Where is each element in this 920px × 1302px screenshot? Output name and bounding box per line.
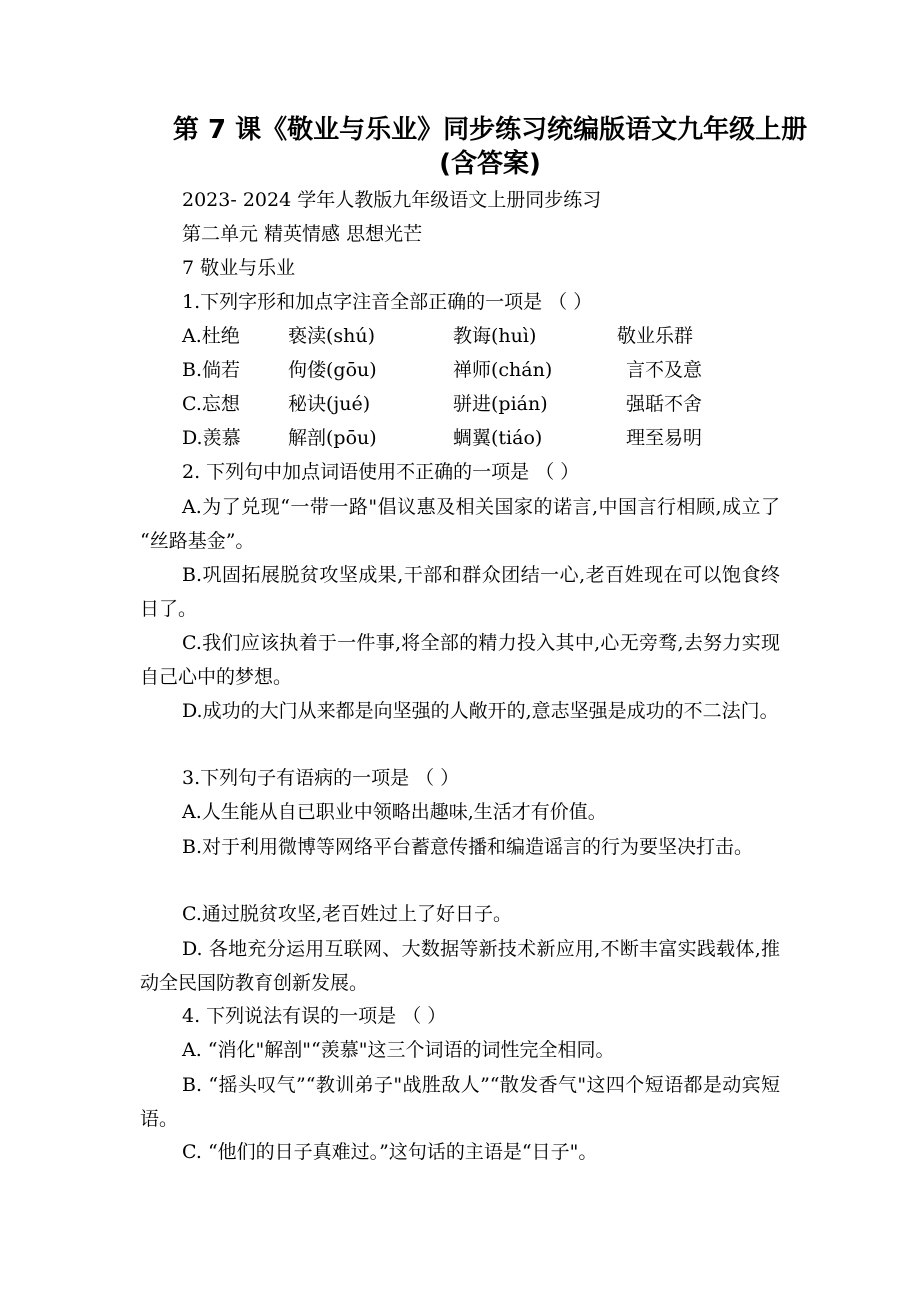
q4-stem: 4. 下列说法有误的一项是 （ ） <box>182 1005 447 1027</box>
q1-row-c-col3: 骈进(pián) <box>453 393 548 415</box>
q1-row-a-col3: 教诲(huì) <box>453 325 537 347</box>
q3-option-a: A.人生能从自已职业中领略出趣味,生活才有价值。 <box>182 801 607 823</box>
document-title: 第 7 课《敬业与乐业》同步练习统编版语文九年级上册 <box>172 115 808 145</box>
document-title-suffix: (含答案) <box>439 149 541 179</box>
q2-option-b: B.巩固拓展脱贫攻坚成果,干部和群众团结一心,老百姓现在可以饱食终日了。 <box>140 564 780 620</box>
q1-row-d-col3: 蜩翼(tiáo) <box>453 427 543 449</box>
q2-option-c: C.我们应该执着于一件事,将全部的精力投入其中,心无旁骛,去努力实现自己心中的梦想。 <box>140 632 780 688</box>
q3-option-d: D. 各地充分运用互联网、大数据等新技术新应用,不断丰富实践载体,推动全民国防教育创新发展。 <box>140 938 780 994</box>
q1-row-d-col4: 理至易明 <box>626 427 703 449</box>
q1-row-d-col1: D.羡慕 <box>182 427 241 449</box>
q4-option-c: C. “他们的日子真难过。”这句话的主语是“日子"。 <box>182 1141 598 1163</box>
q1-row-b-col3: 禅师(chán) <box>453 359 553 381</box>
lesson-line: 7 敬业与乐业 <box>182 257 296 279</box>
q3-stem: 3.下列句子有语病的一项是 （ ） <box>182 767 460 789</box>
q1-row-a-col1: A.杜绝 <box>182 325 240 347</box>
q1-row-b-col4: 言不及意 <box>626 359 703 381</box>
q1-row-a-col2: 亵渎(shú) <box>288 325 376 347</box>
q2-option-a: A.为了兑现“一带一路"倡议惠及相关国家的诺言,中国言行相顾,成立了 “丝路基金”。 <box>140 496 780 552</box>
q1-row-c-col2: 秘诀(jué) <box>288 393 371 415</box>
q1-row-d-col2: 解剖(pōu) <box>288 427 377 449</box>
q1-row-c-col1: C.忘想 <box>182 393 240 415</box>
q2-stem: 2. 下列句中加点词语使用不正确的一项是 （ ） <box>182 461 580 483</box>
q1-row-c-col4: 强聒不舍 <box>626 393 703 415</box>
q4-option-a: A. “消化"解剖"“羡慕"这三个词语的词性完全相同。 <box>182 1039 615 1061</box>
q2-option-d: D.成功的大门从来都是向坚强的人敞开的,意志坚强是成功的不二法门。 <box>182 700 779 722</box>
q4-option-b: B. “摇头叹气”“教训弟子"战胜敌人”“散发香气"这四个短语都是动宾短语。 <box>140 1074 780 1130</box>
q3-option-b: B.对于利用微博等网络平台蓄意传播和编造谣言的行为要坚决打击。 <box>182 836 754 858</box>
unit-line: 第二单元 精英情感 思想光芒 <box>182 223 423 245</box>
q3-option-c: C.通过脱贫攻坚,老百姓过上了好日子。 <box>182 903 512 925</box>
q1-stem: 1.下列字形和加点字注音全部正确的一项是 （ ） <box>182 291 593 313</box>
series-line: 2023- 2024 学年人教版九年级语文上册同步练习 <box>182 189 602 211</box>
q1-row-b-col1: B.倘若 <box>182 359 241 381</box>
q1-row-b-col2: 佝偻(gōu) <box>288 359 377 381</box>
q1-row-a-col4: 敬业乐群 <box>617 325 694 347</box>
